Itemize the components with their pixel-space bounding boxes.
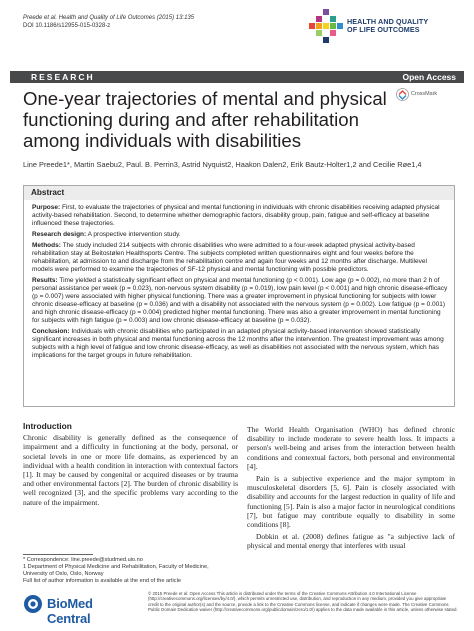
article-type-banner — [10, 71, 464, 83]
abstract-methods: Methods: The study included 214 subjects with chronic disabilities who were admitted to a four-week adapted physical activity-based rehabilitation stay at Beitostølen Healthsports Centre. The subjects completed written questionnaires eight and four weeks before the rehabilitation, at admission to and discharge from the rehabilitation centre and again four weeks and 12 months after discharge. Multilevel models were performed to examine the trajectories of SF-12 physical and mental functioning with possible predictors. — [32, 241, 427, 273]
publisher-logo-icon — [23, 594, 43, 614]
journal-name: HEALTH AND QUALITY OF LIFE OUTCOMES — [347, 17, 429, 34]
body-left-column — [23, 422, 238, 507]
publisher-logo — [23, 593, 138, 626]
author-list: Line Preede1*, Martin Saebu2, Paul. B. Perrin3, Astrid Nyquist2, Haakon Dalen2, Erik Bautz-Holter1,2 and Cecilie Røe1,4 — [23, 160, 422, 169]
abstract-purpose: Purpose: First, to evaluate the trajectories of physical and mental functioning in individuals with chronic disabilities receiving adapted physical activity-based rehabilitation. Second, to determine whether demographic factors, disability group, pain, fatigue and self-efficacy at baseline influenced these trajectories. — [32, 204, 440, 228]
abstract-header — [24, 186, 454, 200]
publisher-name: BioMed Central — [47, 596, 93, 626]
journal-logo — [309, 6, 459, 46]
citation-doi: DOI 10.1186/s12955-015-0328-z — [23, 23, 111, 29]
crossmark-badge[interactable] — [396, 88, 456, 102]
abstract-conclusion: Conclusion: Individuals with chronic disabilities who participated in an adapted physical activity-based intervention showed statistically significant increases in both physical and mental functioning across the 12 months after the intervention. The greatest improvement was among subjects with a high level of fatigue and low chronic disease-efficacy, as well as disabilities not associated with the nervous system, which has implications for the target groups in future rehabilitation. — [32, 327, 444, 359]
abstract-body — [32, 204, 448, 363]
footnotes — [23, 557, 238, 585]
introduction-paragraph: Chronic disability is generally defined as the consequence of impairment and a difficulty in functioning at the body, personal, or societal levels in one or more life domains, as experienced by an individual with a health condition in interaction with contextual factors [1]. It may be caused by congenital or acquired diseases or by trauma and other environmental factors [2]. The burden of chronic disability is well recognized [3], and the specific problems vary according to the nature of the impairment. — [23, 433, 238, 507]
citation-line-1: Preede et al. Health and Quality of Life Outcomes (2015) 13:135 — [23, 15, 195, 21]
abstract-box — [23, 185, 455, 407]
author-info-note: Full list of author information is available at the end of the article — [23, 578, 181, 584]
article-type-label: RESEARCH — [31, 72, 95, 82]
license-text: © 2015 Preede et al. Open Access This article is distributed under the terms of the Creative Commons Attribution 4.0 International License (http://creativecommons.org/licenses/by/4.0/), which permits unrestricted use, distribution, and reproduction in any medium, provided you give appropriate credit to the original author(s) and the source, provide a link to the Creative Commons license, and indicate if changes were made. The Creative Commons Public Domain Dedication waiver (http://creativecommons.org/publicdomain/zero/1.0/) applies to the data made available in this article, unless otherwise stated. — [148, 591, 458, 612]
abstract-results: Results: Time yielded a statistically significant effect on physical and mental functioning (p < 0.001). Low age (p = 0.002), no more than 2 h of personal assistance per week (p = 0.023), non-nervous system disability (p = 0.019), low pain level (p < 0.001) and high chronic disease-efficacy (p = 0.007) were associated with higher physical functioning. There was a greater improvement in physical functioning for subjects with lower chronic disease-efficacy at baseline (p = 0.036) and with a disability not associated with the nervous system (p = 0.002). Low fatigue (p = 0.001) and high chronic disease-efficacy (p = 0.004) predicted higher mental functioning. There was also a greater improvement in mental functioning for subjects with high fatigue (p = 0.003) and low chronic disease-efficacy at baseline (p = 0.032). — [32, 276, 448, 324]
footnote-divider — [23, 554, 93, 555]
body-right-column — [247, 425, 455, 554]
abstract-design: Research design: A prospective intervention study. — [32, 230, 181, 238]
open-access-label: Open Access — [402, 72, 456, 82]
crossmark-icon — [396, 88, 409, 101]
correspondence-footnote: * Correspondence: line.preede@studmed.uio.no — [23, 557, 143, 563]
affiliation-footnote-cont: University of Oslo, Oslo, Norway — [23, 571, 104, 577]
body-paragraph: Dobkin et al. (2008) defines fatigue as "a subjective lack of physical and mental energy that interferes with usual — [247, 532, 455, 551]
article-citation — [23, 14, 194, 30]
body-paragraph: Pain is a subjective experience and the major symptom in musculoskeletal disorders [5, 6]. Pain is closely associated with disability and accounts for the largest reduction in quality of life and functioning [5]. Pain is also a major factor in neurological conditions [7], but fatigue may contribute equally to disability in some conditions [8]. — [247, 474, 455, 530]
body-paragraph: The World Health Organisation (WHO) has defined chronic disability to include moderate to severe health loss. It impacts a person's well-being and arises from the interaction between health conditions and contextual factors, both personal and environmental [4]. — [247, 425, 455, 471]
crossmark-label: CrossMark — [411, 91, 438, 97]
journal-logo-icon — [309, 9, 343, 43]
introduction-heading: Introduction — [23, 421, 72, 431]
abstract-heading: Abstract — [31, 188, 65, 197]
article-title: One-year trajectories of mental and physical functioning during and after rehabilitation among individuals with disabilities — [23, 88, 387, 151]
affiliation-footnote: 1 Department of Physical Medicine and Rehabilitation, Faculty of Medicine, — [23, 564, 209, 570]
